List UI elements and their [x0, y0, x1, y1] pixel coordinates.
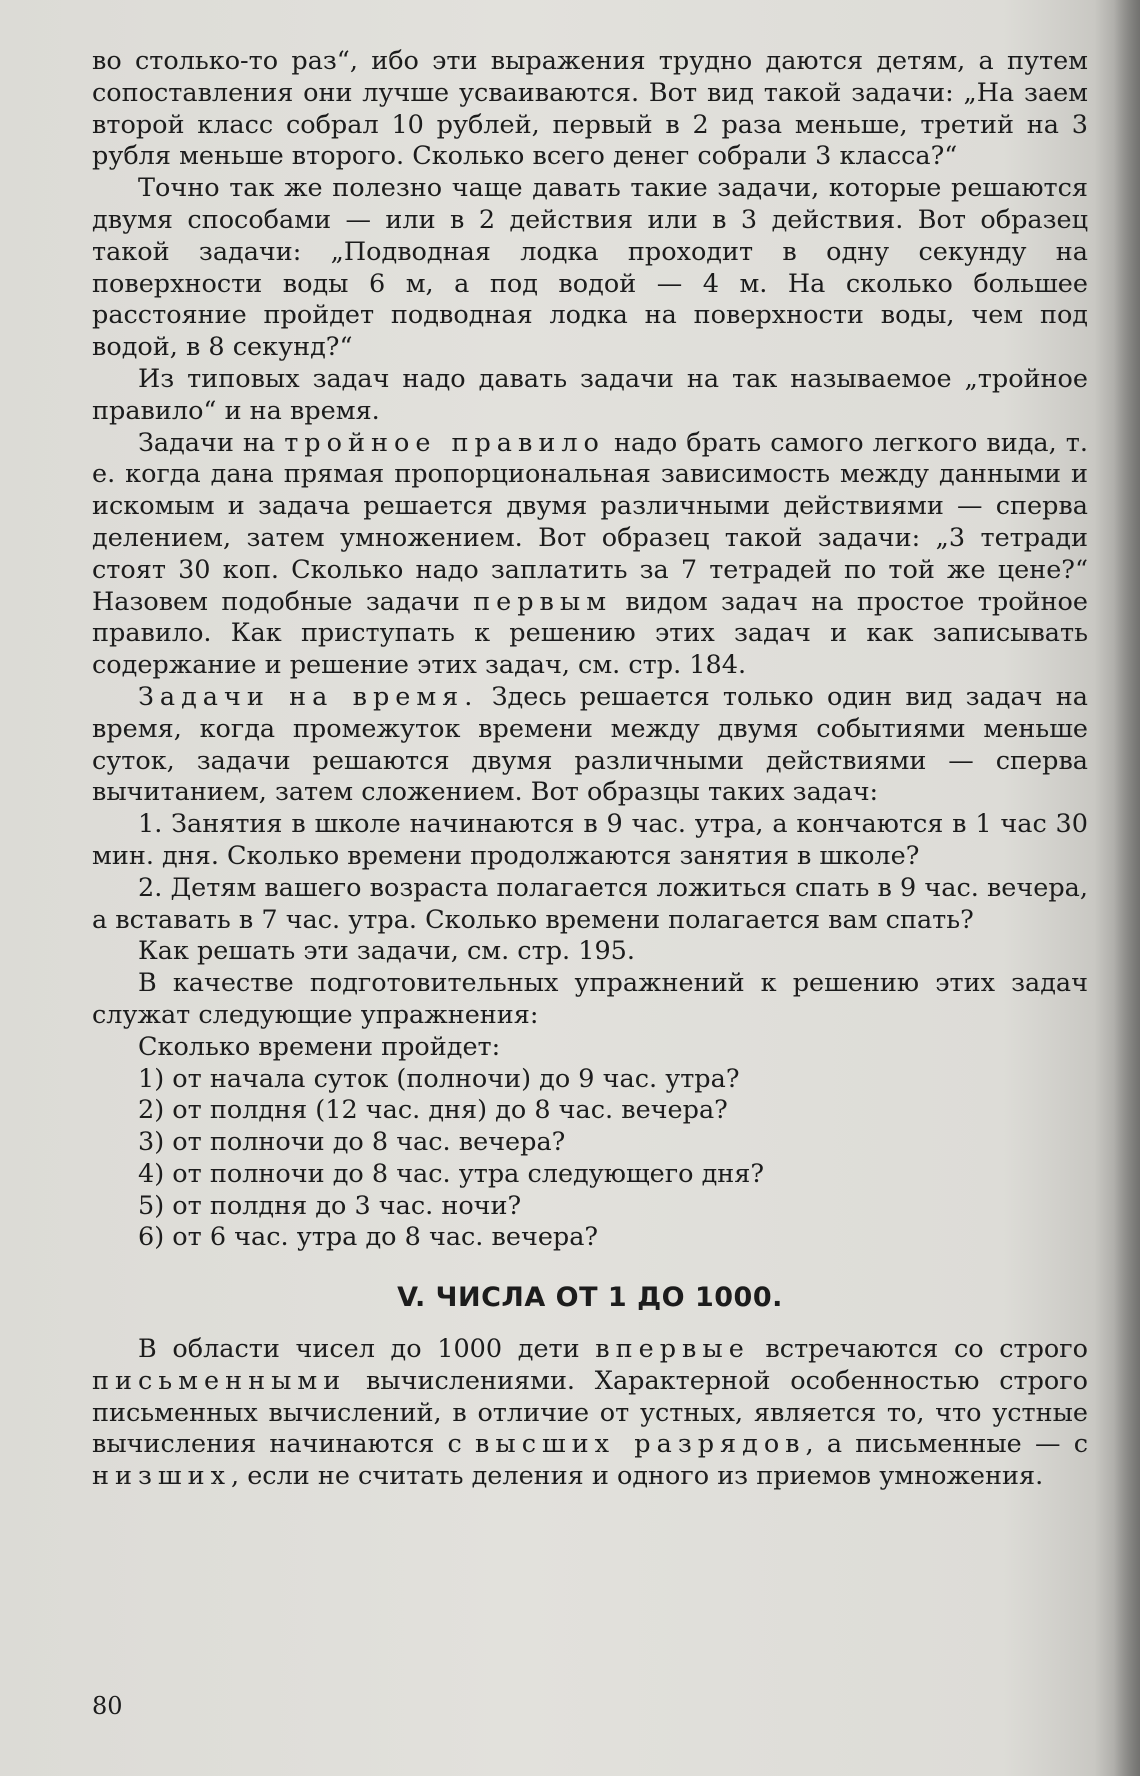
- paragraph-typical-tasks: Из типовых задач надо давать задачи на так называемое „тройное правило“ и на время.: [92, 363, 1088, 426]
- question-item: 2) от полдня (12 час. дня) до 8 час. вечера?: [138, 1095, 728, 1126]
- paragraph-continuation: во столько-то раз“, ибо эти выражения трудно даются детям, а путем сопоставления они лучше усваиваются. Вот вид такой задачи: „На заем второй класс собрал 10 рублей, первый в 2 раза меньше, третий на 3 рубля меньше второго. Сколько всего денег собрали 3 класса?“: [92, 46, 1088, 172]
- final-b: впервые: [595, 1334, 750, 1365]
- triple-rule-first: первым: [473, 586, 613, 617]
- final-h: низших: [92, 1461, 231, 1492]
- section-heading: V. ЧИСЛА ОТ 1 ДО 1000.: [397, 1282, 783, 1314]
- final-c: встречаются со строго: [749, 1334, 1088, 1365]
- page-edge-shadow: [1114, 0, 1140, 1776]
- triple-rule-text-a: надо брать самого легкого вида, т. е. когда дана прямая пропорциональная зависимость между данными и искомым и задача решается двумя различными действиями — сперва делением, затем умножением. Вот образец такой задачи: „3 тетради стоят 30 коп. Сколько надо заплатить за 7 тетрадей по той же цене?“ Назовем подобные задачи: [92, 427, 1089, 617]
- question-item: 4) от полночи до 8 час. утра следующего дня?: [138, 1158, 765, 1189]
- how-to-solve: Как решать эти задачи, см. стр. 195.: [138, 936, 636, 967]
- final-e: вычислениями. Характерной особенностью строго письменных вычислений, в отличие от устных, является то, что устные вычисления начинаются с: [92, 1365, 1088, 1460]
- triple-rule-text-b: видом задач на простое тройное правило. Как приступать к решению этих задач и как записывать содержание и решение этих задач, см. стр. 184.: [92, 586, 1088, 681]
- triple-rule-term: тройное правило: [284, 427, 605, 458]
- paragraph-numbers-1000: [92, 1334, 1088, 1493]
- final-d: письменными: [92, 1365, 347, 1396]
- paragraph-time-tasks: [92, 682, 1088, 809]
- question-item: 5) от полдня до 3 час. ночи?: [138, 1190, 522, 1221]
- final-i: , если не считать деления и одного из приемов умножения.: [230, 1461, 1044, 1492]
- question-item: 6) от 6 час. утра до 8 час. вечера?: [138, 1222, 599, 1253]
- final-a: В области чисел до 1000 дети: [138, 1334, 596, 1365]
- example-1: 1. Занятия в школе начинаются в 9 час. утра, а кончаются в 1 час 30 мин. дня. Сколько времени продолжаются занятия в школе?: [92, 809, 1088, 871]
- paragraph-triple-rule: [92, 428, 1088, 682]
- final-f: высших разрядов: [475, 1429, 806, 1460]
- prep-exercises: В качестве подготовительных упражнений к решению этих задач служат следующие упражнения:: [92, 968, 1088, 1030]
- question-intro: Сколько времени пройдет:: [138, 1031, 501, 1062]
- time-tasks-term: Задачи на время.: [138, 681, 479, 712]
- question-item: 3) от полночи до 8 час. вечера?: [138, 1127, 566, 1158]
- page-text: [92, 46, 1088, 1493]
- triple-rule-lead: Задачи на: [138, 427, 285, 458]
- time-tasks-text: Здесь решается только один вид задач на время, когда промежуток времени между двумя событиями меньше суток, задачи решаются двумя различными действиями — сперва вычитанием, затем сложением. Вот образцы таких задач:: [92, 681, 1088, 808]
- page-number: 80: [92, 1692, 123, 1720]
- paragraph-two-methods: Точно так же полезно чаще давать такие задачи, которые решаются двумя способами — или в 2 действия или в 3 действия. Вот образец такой задачи: „Подводная лодка проходит в одну секунду на поверхности воды 6 м, а под водой — 4 м. На сколько большее расстояние пройдет подводная лодка на поверхности воды, чем под водой, в 8 секунд?“: [92, 173, 1088, 363]
- question-item: 1) от начала суток (полночи) до 9 час. утра?: [138, 1063, 740, 1094]
- final-g: , а письменные — с: [805, 1429, 1088, 1460]
- example-2: 2. Детям вашего возраста полагается ложиться спать в 9 час. вечера, а вставать в 7 час. утра. Сколько времени полагается вам спать?: [92, 872, 1088, 935]
